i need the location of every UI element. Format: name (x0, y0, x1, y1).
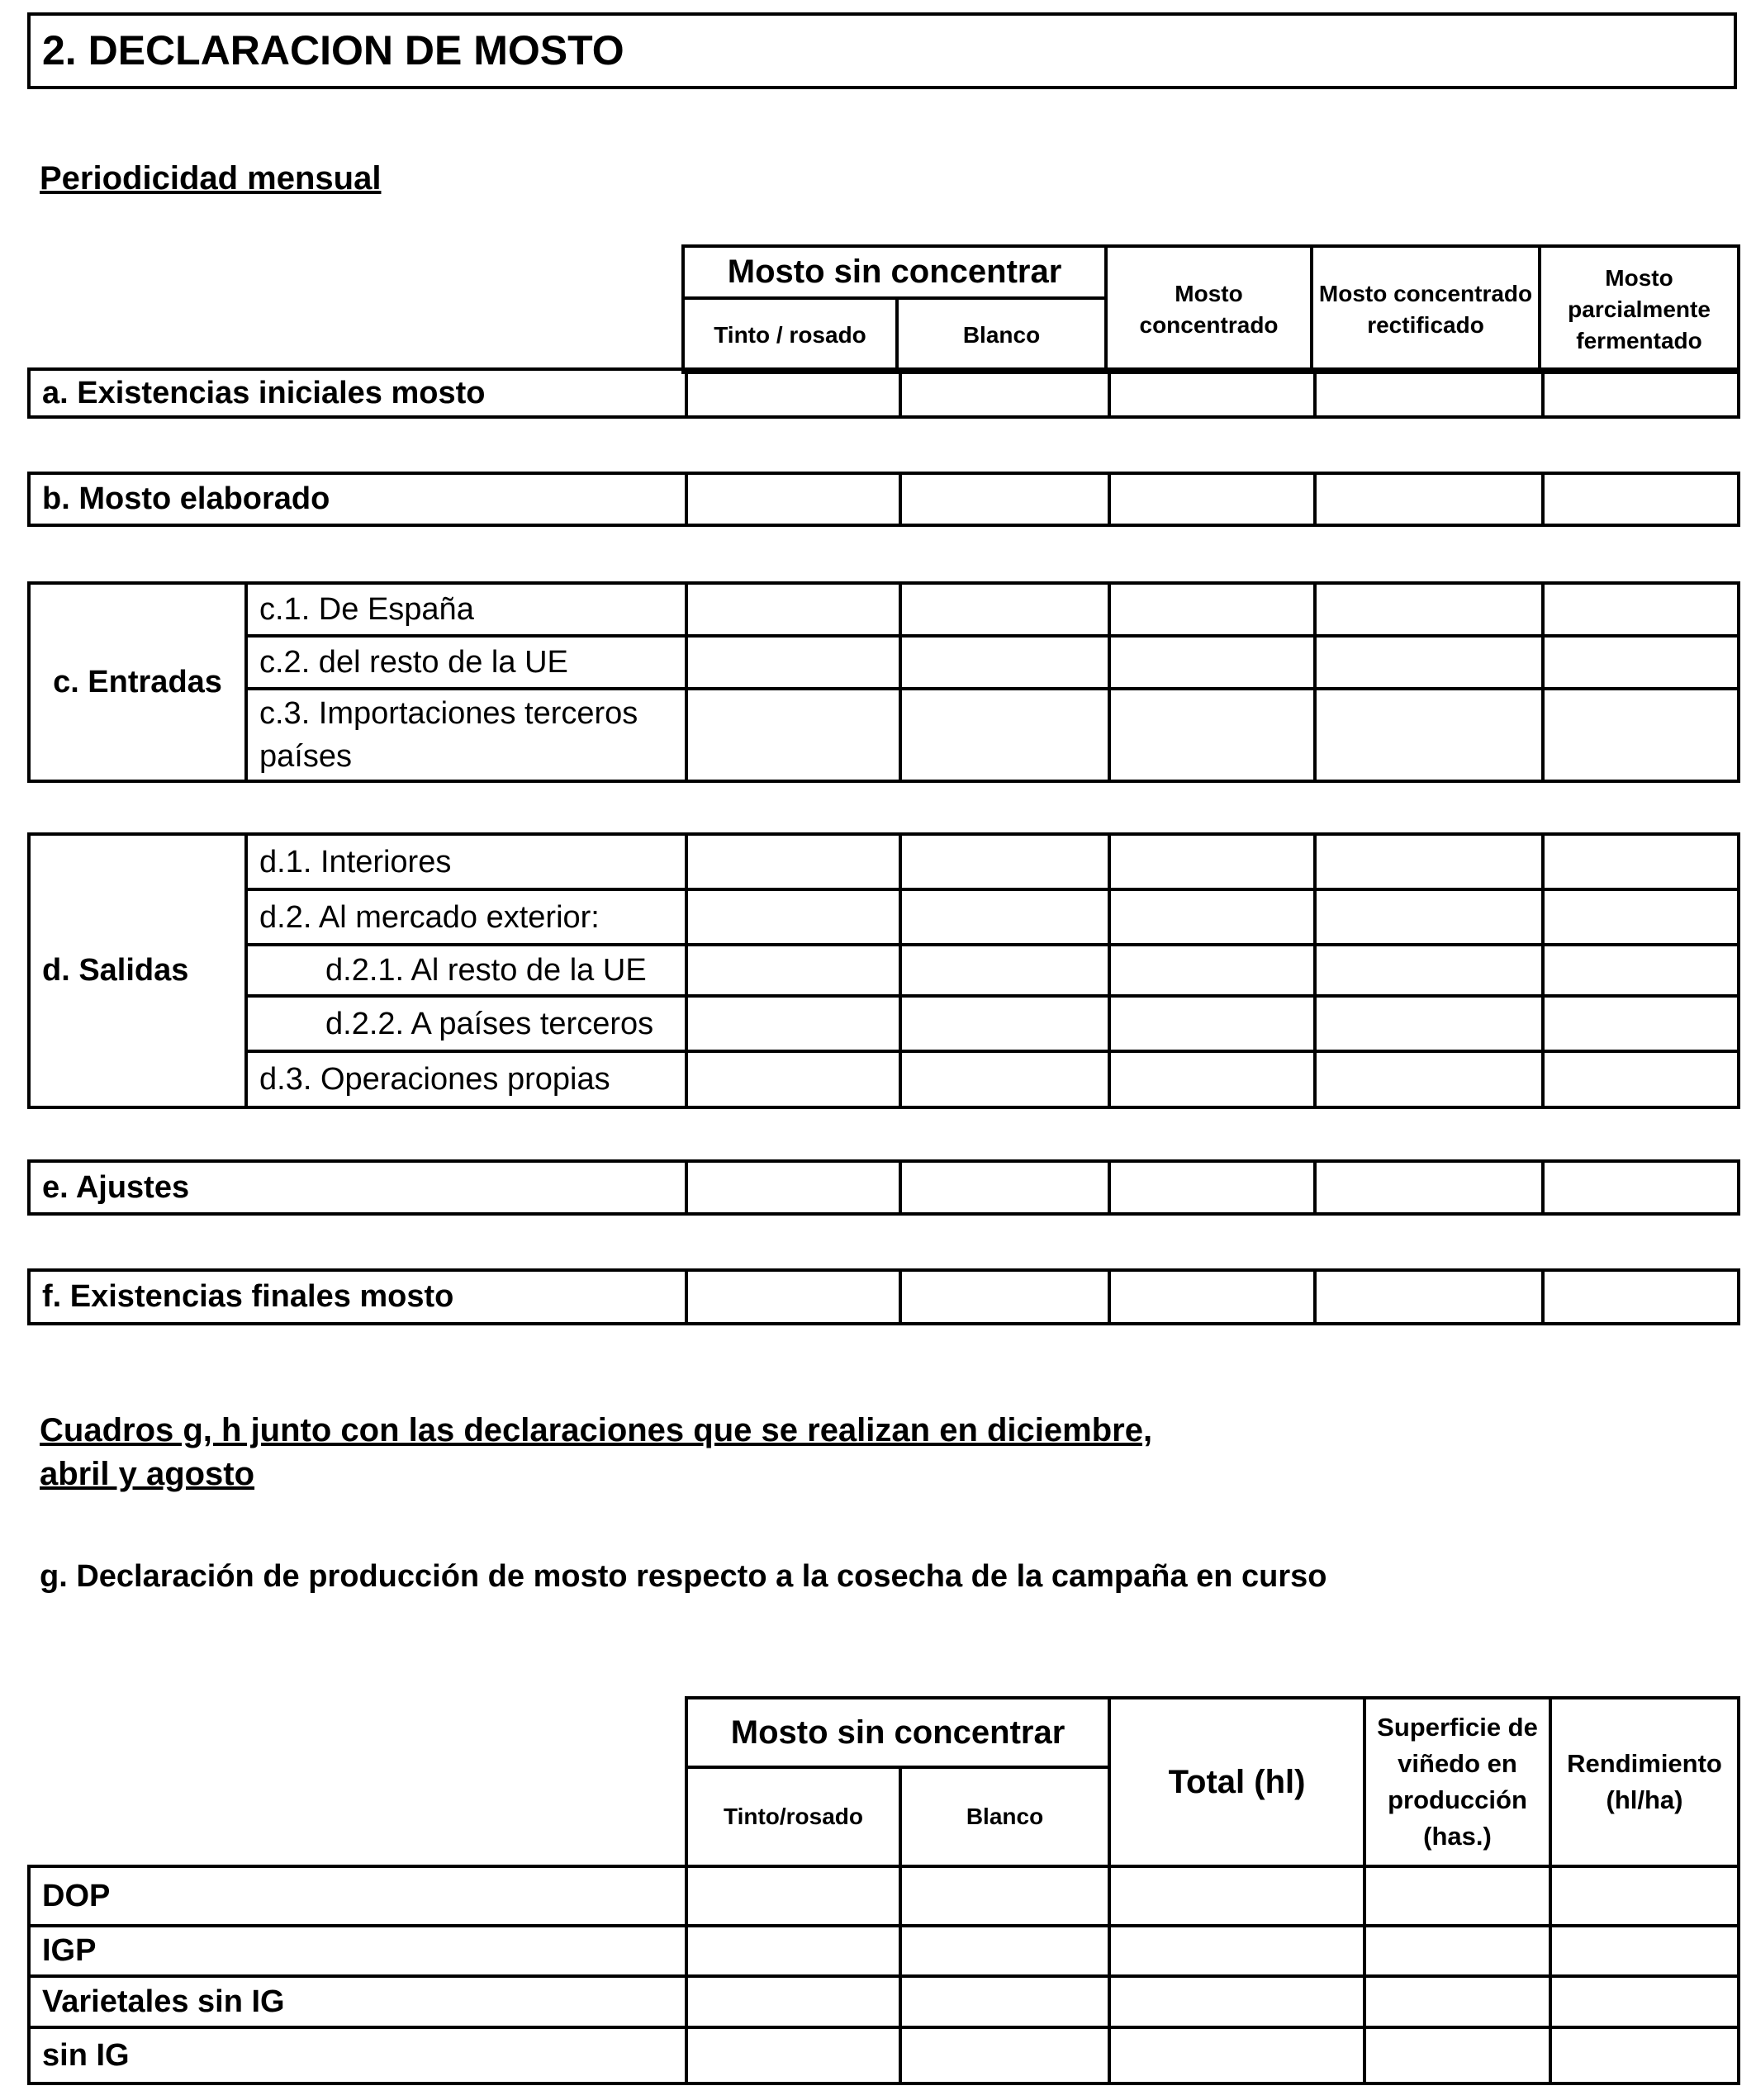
input-cell[interactable] (686, 834, 900, 889)
input-cell[interactable] (686, 1976, 900, 2027)
input-cell[interactable] (900, 2027, 1109, 2083)
input-cell[interactable] (1315, 583, 1543, 636)
input-cell[interactable] (1315, 996, 1543, 1051)
input-cell[interactable] (686, 583, 900, 636)
input-cell[interactable] (900, 473, 1109, 525)
table1-subheader-blanco: Blanco (897, 298, 1106, 372)
input-cell[interactable] (1109, 1866, 1364, 1926)
input-cell[interactable] (1315, 1270, 1543, 1324)
input-cell[interactable] (1315, 1161, 1543, 1214)
row-b-label: b. Mosto elaborado (29, 473, 686, 525)
input-cell[interactable] (900, 889, 1109, 945)
input-cell[interactable] (1109, 1926, 1364, 1976)
table2-group-header: Mosto sin concentrar (686, 1698, 1109, 1767)
section-g-title: g. Declaración de producción de mosto respecto a la cosecha de la campaña en curso (40, 1559, 1327, 1594)
input-cell[interactable] (900, 1161, 1109, 1214)
table1-group-header: Mosto sin concentrar (683, 246, 1106, 298)
cuadros-heading-line2: abril y agosto (40, 1456, 255, 1492)
table2-empty-corner (29, 1698, 686, 1866)
input-cell[interactable] (1543, 834, 1739, 889)
input-cell[interactable] (900, 636, 1109, 689)
input-cell[interactable] (1550, 2027, 1739, 2083)
input-cell[interactable] (1315, 834, 1543, 889)
input-cell[interactable] (1543, 583, 1739, 636)
table1-salidas (27, 832, 1740, 1109)
input-cell[interactable] (1109, 473, 1315, 525)
input-cell[interactable] (686, 1270, 900, 1324)
input-cell[interactable] (900, 996, 1109, 1051)
input-cell[interactable] (1109, 1270, 1315, 1324)
input-cell[interactable] (1109, 1161, 1315, 1214)
table1-row-b (27, 472, 1740, 527)
input-cell[interactable] (1315, 636, 1543, 689)
input-cell[interactable] (1543, 636, 1739, 689)
table2-row-label: sin IG (29, 2027, 686, 2083)
table2-row-label: Varietales sin IG (29, 1976, 686, 2027)
input-cell[interactable] (1543, 996, 1739, 1051)
input-cell[interactable] (686, 1161, 900, 1214)
input-cell[interactable] (686, 889, 900, 945)
title-box (27, 12, 1737, 89)
input-cell[interactable] (900, 945, 1109, 996)
salidas-item: d.3. Operaciones propias (246, 1051, 686, 1107)
input-cell[interactable] (1550, 1976, 1739, 2027)
input-cell[interactable] (900, 583, 1109, 636)
input-cell[interactable] (900, 834, 1109, 889)
input-cell[interactable] (1109, 2027, 1364, 2083)
input-cell[interactable] (1109, 583, 1315, 636)
entradas-item: c.1. De España (246, 583, 686, 636)
input-cell[interactable] (686, 636, 900, 689)
input-cell[interactable] (1364, 1976, 1550, 2027)
table2-total-header: Total (hl) (1109, 1698, 1364, 1866)
input-cell[interactable] (1109, 834, 1315, 889)
table1-col-mosto-concentrado: Mosto concentrado (1106, 246, 1312, 372)
input-cell[interactable] (686, 1866, 900, 1926)
salidas-label: d. Salidas (29, 834, 246, 1107)
input-cell[interactable] (686, 473, 900, 525)
input-cell[interactable] (1109, 689, 1315, 781)
input-cell[interactable] (1109, 996, 1315, 1051)
input-cell[interactable] (1550, 1926, 1739, 1976)
input-cell[interactable] (1364, 1866, 1550, 1926)
input-cell[interactable] (686, 689, 900, 781)
table1-col-mosto-parcialmente: Mosto parcialmente fermentado (1540, 246, 1739, 372)
cuadros-heading-line1: Cuadros g, h junto con las declaraciones que se realizan en diciembre, (40, 1412, 1153, 1448)
input-cell[interactable] (686, 1926, 900, 1976)
table2-row-label: DOP (29, 1866, 686, 1926)
input-cell[interactable] (1315, 473, 1543, 525)
input-cell[interactable] (1109, 889, 1315, 945)
input-cell[interactable] (1364, 2027, 1550, 2083)
periodicity-heading: Periodicidad mensual (40, 160, 382, 197)
input-cell[interactable] (900, 1051, 1109, 1107)
input-cell[interactable] (1543, 1270, 1739, 1324)
salidas-item: d.2.2. A países terceros (246, 996, 686, 1051)
input-cell[interactable] (900, 1926, 1109, 1976)
table1-header (681, 244, 1740, 374)
row-f-label: f. Existencias finales mosto (29, 1270, 686, 1324)
input-cell[interactable] (1109, 636, 1315, 689)
salidas-item: d.2.1. Al resto de la UE (246, 945, 686, 996)
input-cell[interactable] (1543, 945, 1739, 996)
input-cell[interactable] (686, 996, 900, 1051)
table1-row-e (27, 1159, 1740, 1216)
table2 (27, 1696, 1740, 2085)
input-cell[interactable] (1543, 369, 1739, 417)
input-cell[interactable] (1543, 473, 1739, 525)
table1-row-f (27, 1268, 1740, 1325)
input-cell[interactable] (1364, 1926, 1550, 1976)
input-cell[interactable] (900, 689, 1109, 781)
table1-entradas (27, 581, 1740, 783)
row-a-label: a. Existencias iniciales mosto (29, 369, 686, 417)
input-cell[interactable] (1315, 889, 1543, 945)
table2-subheader-blanco: Blanco (900, 1767, 1109, 1866)
input-cell[interactable] (1543, 1161, 1739, 1214)
input-cell[interactable] (1109, 945, 1315, 996)
table2-rendimiento-header: Rendimiento (hl/ha) (1550, 1698, 1739, 1866)
table1-col-mosto-rectificado: Mosto concentrado rectificado (1312, 246, 1540, 372)
input-cell[interactable] (1109, 369, 1315, 417)
salidas-item: d.2. Al mercado exterior: (246, 889, 686, 945)
input-cell[interactable] (686, 1051, 900, 1107)
input-cell[interactable] (686, 2027, 900, 2083)
entradas-item: c.2. del resto de la UE (246, 636, 686, 689)
input-cell[interactable] (686, 945, 900, 996)
entradas-label: c. Entradas (29, 583, 246, 781)
input-cell[interactable] (900, 1976, 1109, 2027)
table1-subheader-tinto: Tinto / rosado (683, 298, 897, 372)
table2-superficie-header: Superficie de viñedo en producción (has.) (1364, 1698, 1550, 1866)
input-cell[interactable] (1315, 1051, 1543, 1107)
input-cell[interactable] (1109, 1976, 1364, 2027)
row-e-label: e. Ajustes (29, 1161, 686, 1214)
table2-subheader-tinto: Tinto/rosado (686, 1767, 900, 1866)
input-cell[interactable] (1315, 945, 1543, 996)
input-cell[interactable] (1543, 689, 1739, 781)
table2-row-label: IGP (29, 1926, 686, 1976)
salidas-item: d.1. Interiores (246, 834, 686, 889)
input-cell[interactable] (1315, 369, 1543, 417)
page-title: 2. DECLARACION DE MOSTO (42, 27, 624, 73)
input-cell[interactable] (1109, 1051, 1315, 1107)
input-cell[interactable] (900, 369, 1109, 417)
input-cell[interactable] (900, 1866, 1109, 1926)
entradas-item: c.3. Importaciones terceros países (246, 689, 686, 781)
input-cell[interactable] (1543, 1051, 1739, 1107)
input-cell[interactable] (1550, 1866, 1739, 1926)
input-cell[interactable] (686, 369, 900, 417)
input-cell[interactable] (900, 1270, 1109, 1324)
table1-row-a (27, 367, 1740, 419)
input-cell[interactable] (1543, 889, 1739, 945)
input-cell[interactable] (1315, 689, 1543, 781)
